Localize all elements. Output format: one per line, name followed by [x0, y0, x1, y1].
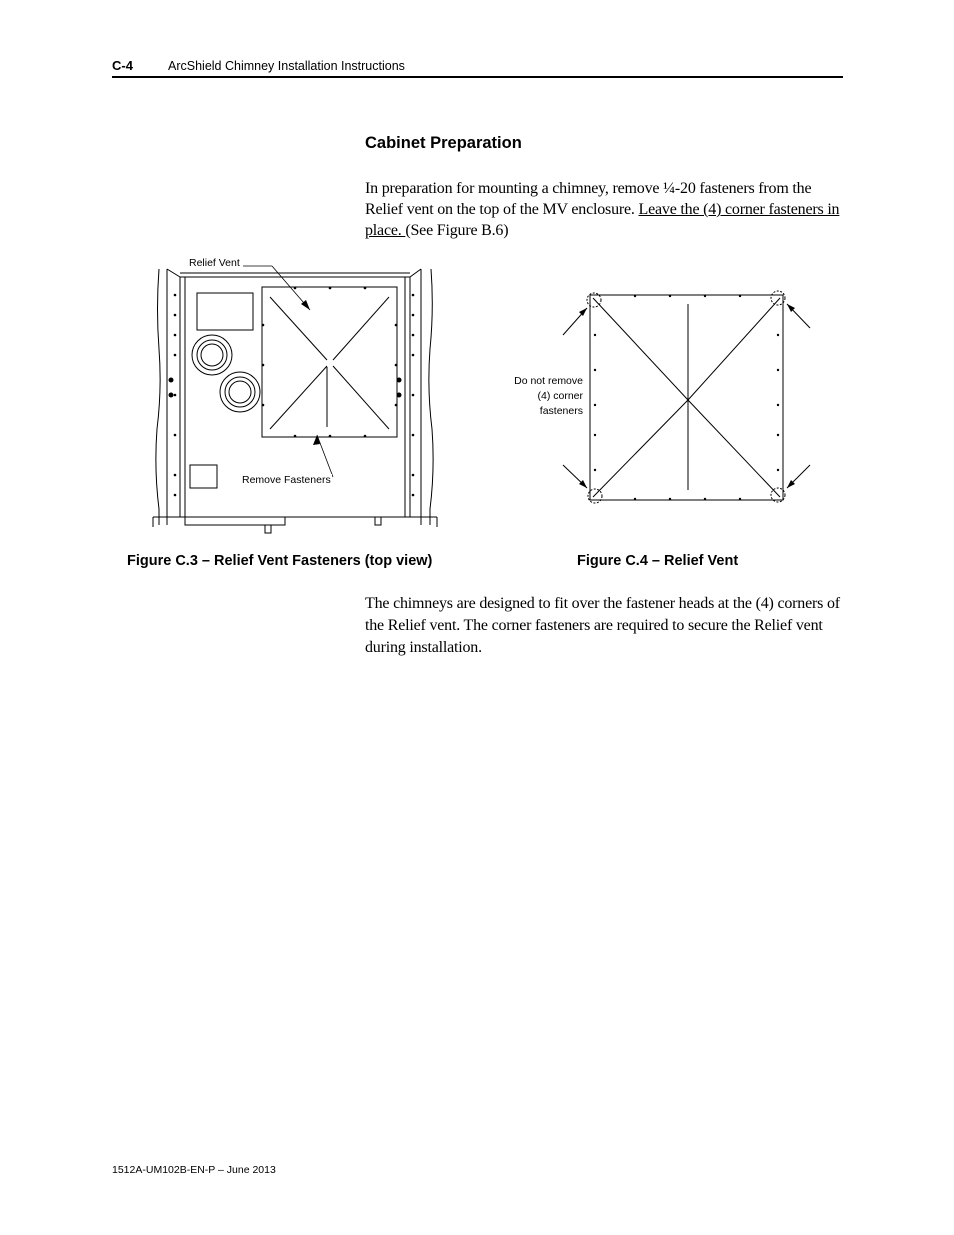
footer-doc-id: 1512A-UM102B-EN-P – June 2013: [112, 1164, 276, 1176]
intro-underlined-text: Leave the (4) corner fasteners in place.: [365, 201, 840, 239]
closing-paragraph: The chimneys are designed to fit over the fastener heads at the (4) corners of the Relief vent. The corner fasteners are required to secure the Relief vent during installation.: [365, 595, 840, 656]
figure-relief-vent-fasteners: [145, 255, 445, 540]
page-number: C-4: [112, 58, 133, 73]
running-header-title: ArcShield Chimney Installation Instructions: [168, 59, 405, 73]
intro-paragraph: [365, 178, 845, 241]
label-line-3: fasteners: [539, 405, 583, 417]
label-relief-vent: Relief Vent: [189, 257, 240, 269]
label-line-2: (4) corner: [537, 390, 583, 402]
section-heading: Cabinet Preparation: [365, 134, 522, 152]
label-remove-fasteners: Remove Fasteners: [242, 474, 331, 486]
header-rule: [112, 76, 843, 78]
figure-c4-caption: Figure C.4 – Relief Vent: [577, 553, 739, 569]
figure-c3-caption: Figure C.3 – Relief Vent Fasteners (top view): [127, 553, 433, 569]
label-do-not-remove: [505, 374, 583, 419]
figure-relief-vent: [505, 280, 825, 525]
intro-figure-reference: (See Figure B.6): [405, 222, 509, 239]
label-line-1: Do not remove: [514, 375, 583, 387]
cabinet-top-view-drawing: [145, 255, 445, 535]
intro-text: In preparation for mounting a chimney, remove ¼-20 fasteners from the Relief vent on the top of the MV enclosure.: [365, 180, 812, 218]
